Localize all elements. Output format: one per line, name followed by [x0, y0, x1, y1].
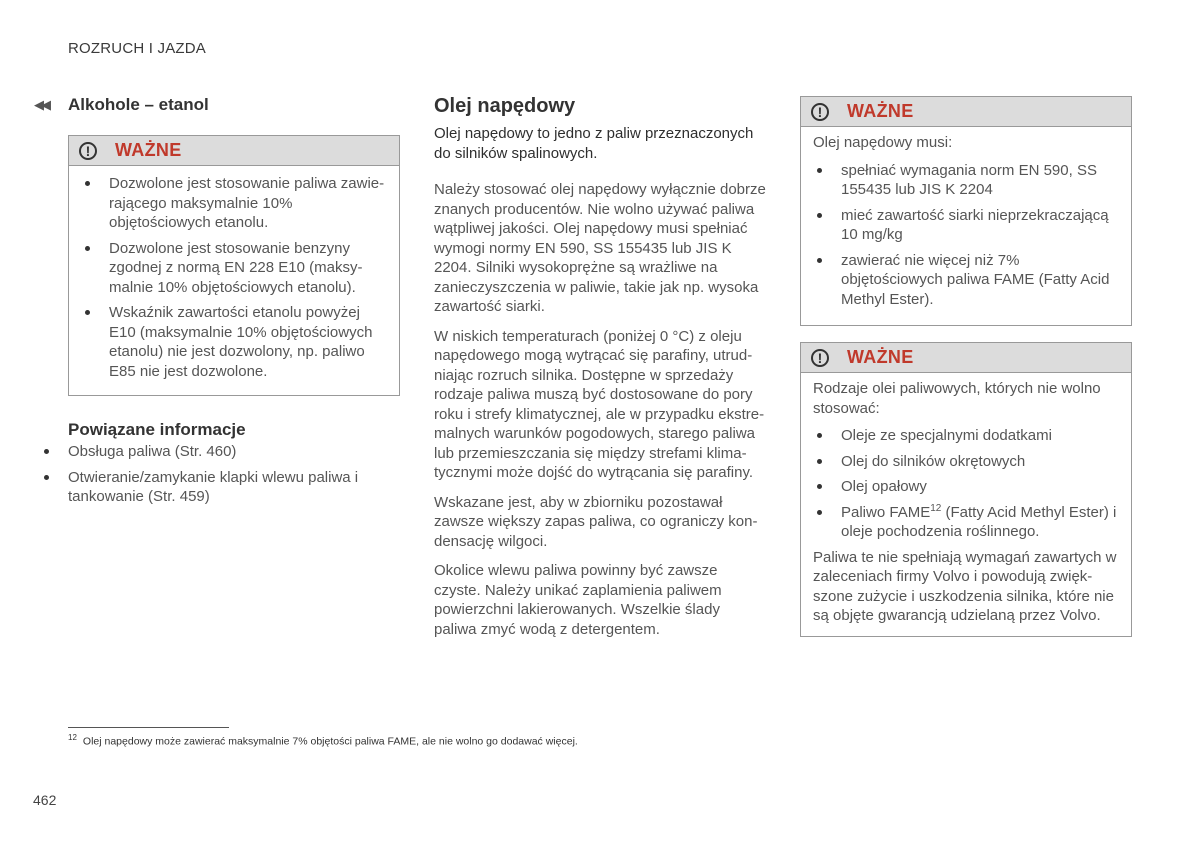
related-link-fuel-flap[interactable]: Otwieranie/zamykanie klapki wlewu paliwa i tankowanie (Str. 459) [40, 468, 400, 507]
warning-intro: Rodzaje olei paliwowych, których nie wolno stosować: [813, 380, 1101, 417]
warning-title: WAŻNE [847, 101, 914, 121]
warning-header [801, 343, 1131, 373]
warning-list [813, 426, 1119, 542]
footnote [68, 733, 578, 748]
warning-box-forbidden-oils [800, 342, 1132, 637]
chapter-header: ROZRUCH I JAZDA [68, 40, 206, 57]
body-paragraph: Należy stosować olej napędowy wyłącznie dobrze znanych producentów. Nie wolno używać paliwa wątpliwej jakości. Olej napędowy musi spełniać wymogi normy EN 590, SS 155435 lub JIS K 2204. Silniki wysokoprężne są wrażliwe na zanieczyszczenia w paliwie, takie jak np. wysoka zawartość siarki. [434, 181, 766, 315]
list-item: Olej opałowy [813, 477, 1119, 497]
warning-outro: Paliwa te nie spełniają wymagań zawartych w zaleceniach firmy Volvo i powodują zwięk-szone zużycie i uszkodzenia silnika, które nie są objęte gwarancją udzielaną przez Volvo. [813, 548, 1117, 624]
fame-text-rest: (Fatty Acid Methyl Ester) i oleje pochodzenia roślinnego. [841, 503, 1117, 540]
footnote-number: 12 [68, 733, 77, 742]
warning-intro: Olej napędowy musi: [813, 134, 953, 151]
column-diesel-warnings [800, 96, 1132, 637]
column-alcohol-ethanol [34, 94, 400, 513]
body-paragraph: W niskich temperaturach (poniżej 0 °C) z oleju napędowego mogą wytrącać się parafiny, utrud-niając rozruch silnika. Dostępne w sprzedaży rodzaje paliwa muszą być dostosowane do pory roku i strefy klimatycznej, ale w przypadku ekstre-malnych warunków pogodowych, starego paliwa lub przemieszczania się między strefami klima-tycznymi może dojść do wytrącania się parafiny. [434, 327, 765, 481]
body-paragraph: Okolice wlewu paliwa powinny być zawsze czyste. Należy unikać zaplamienia paliwem powierzchni lakierowanych. Wszelkie ślady paliwa zmyć wodą z detergentem. [434, 562, 722, 638]
related-info-list [40, 442, 400, 507]
fame-text: Paliwo FAME [841, 503, 931, 521]
back-arrows-icon[interactable]: ◀◀ [34, 97, 48, 112]
warning-icon: ! [811, 349, 829, 367]
footnote-text: Olej napędowy może zawierać maksymalnie 7% objętości paliwa FAME, ale nie wolno go dodawać więcej. [82, 735, 578, 748]
list-item: spełniać wymagania norm EN 590, SS 155435 lub JIS K 2204 [813, 161, 1119, 200]
list-item: zawierać nie więcej niż 7% objętościowych paliwa FAME (Fatty Acid Methyl Ester). [813, 251, 1119, 310]
list-item: Oleje ze specjalnymi dodatkami [813, 426, 1119, 446]
list-item: Dozwolone jest stosowanie paliwa zawie-rającego maksymalnie 10% objętościowych etanolu. [81, 174, 387, 233]
page-number: 462 [33, 792, 57, 808]
warning-box-ethanol [68, 135, 400, 396]
warning-list [81, 174, 387, 381]
section-title-diesel: Olej napędowy [434, 95, 576, 117]
warning-title: WAŻNE [847, 347, 914, 367]
warning-icon: ! [811, 103, 829, 121]
footnote-ref[interactable]: 12 [930, 502, 942, 514]
list-item: Wskaźnik zawartości etanolu powyżej E10 (maksymalnie 10% objętościowych etanolu) nie jest dozwolony, np. paliwo E85 nie jest dozwolone. [81, 303, 387, 381]
warning-header [69, 136, 399, 166]
warning-icon: ! [79, 142, 97, 160]
list-item: Olej do silników okrętowych [813, 452, 1119, 472]
lead-paragraph: Olej napędowy to jedno z paliw przeznaczonych do silników spalinowych. [434, 125, 754, 162]
section-title-text: Alkohole – etanol [68, 95, 209, 114]
warning-list [813, 161, 1119, 310]
column-diesel [434, 94, 766, 649]
footnote-divider [68, 727, 229, 728]
list-item: mieć zawartość siarki nieprzekraczającą 10 mg/kg [813, 206, 1119, 245]
warning-box-diesel-requirements [800, 96, 1132, 326]
warning-header [801, 97, 1131, 127]
section-title-ethanol [34, 94, 400, 116]
body-paragraph: Wskazane jest, aby w zbiorniku pozostawał zawsze większy zapas paliwa, co ograniczy kon-densację wilgoci. [434, 493, 758, 550]
related-link-fuel-handling[interactable]: Obsługa paliwa (Str. 460) [40, 442, 400, 462]
list-item-fame [813, 503, 1119, 542]
related-info-title: Powiązane informacje [68, 420, 246, 439]
list-item: Dozwolone jest stosowanie benzyny zgodnej z normą EN 228 E10 (maksy-malnie 10% objętościowych etanolu). [81, 239, 387, 298]
warning-title: WAŻNE [115, 140, 182, 160]
